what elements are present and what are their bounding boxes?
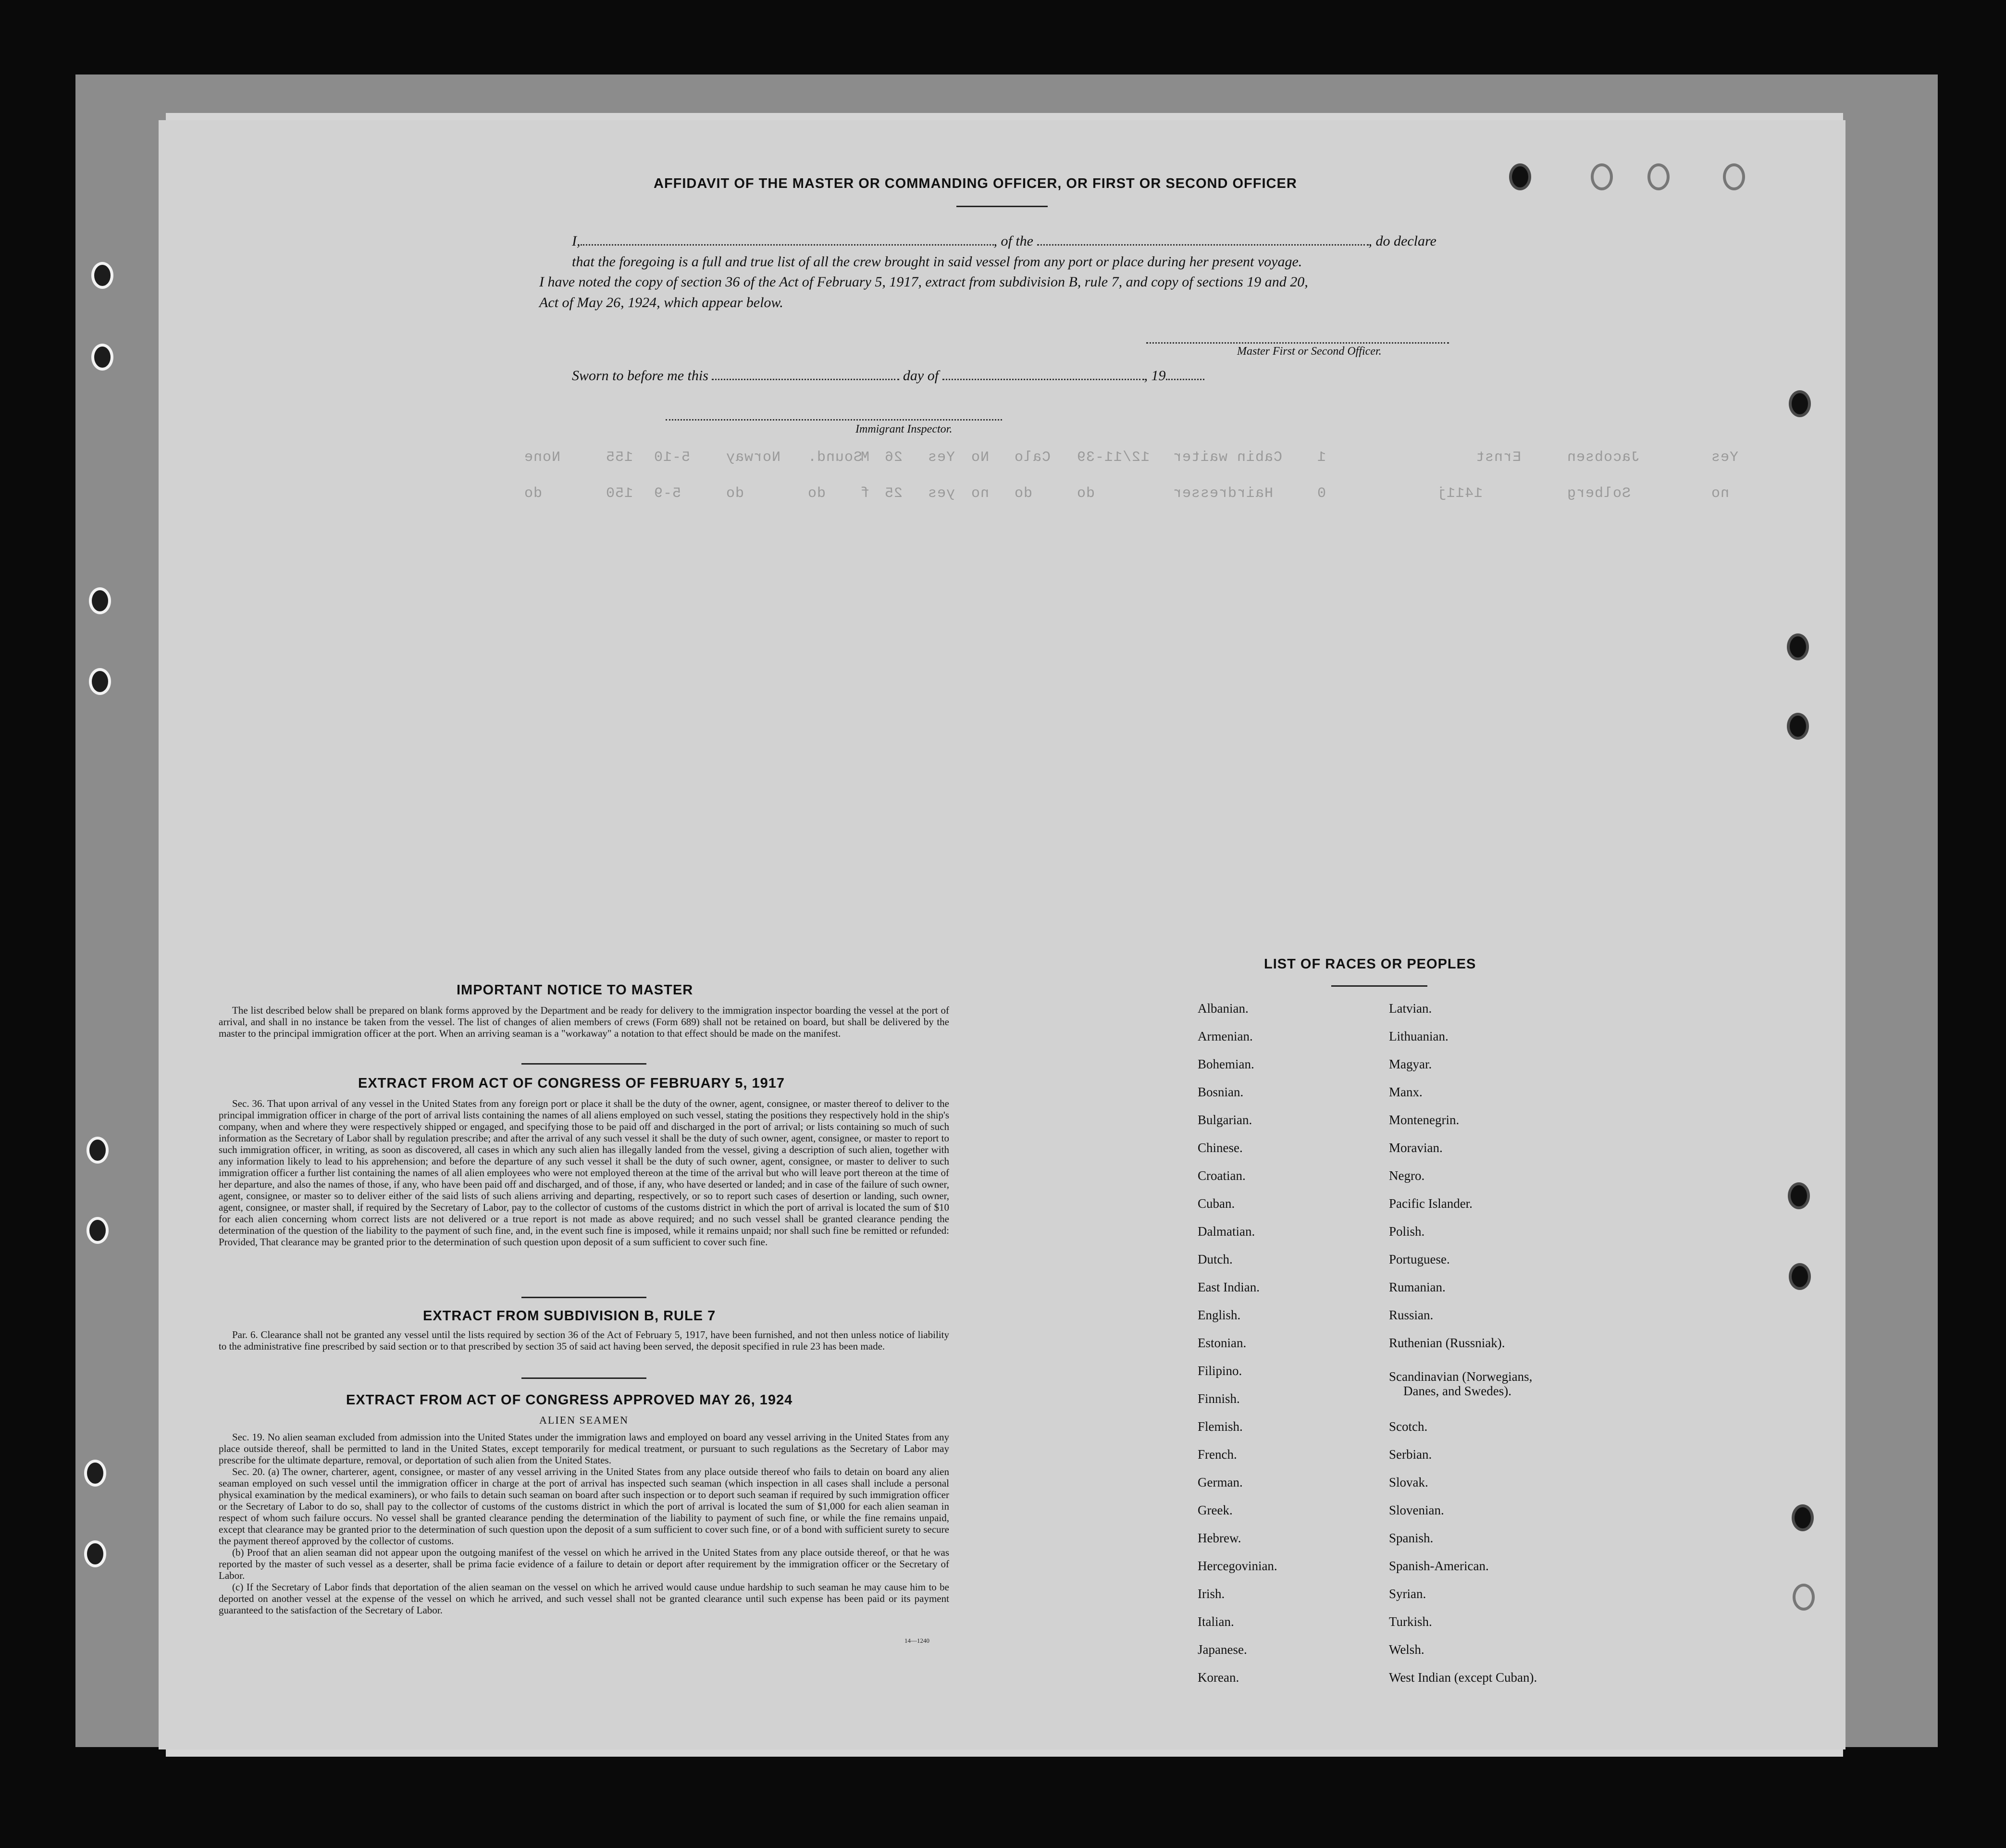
races-right-column <box>1389 1001 1537 1698</box>
punch-hole <box>91 344 113 371</box>
ghost-cell: no <box>1711 485 1730 502</box>
race-item: Cuban. <box>1198 1196 1235 1211</box>
punch-hole <box>1723 163 1745 190</box>
section-rule <box>521 1297 646 1298</box>
race-item: Montenegrin. <box>1389 1113 1460 1127</box>
races-rule <box>1331 985 1427 987</box>
form-number: 14—1240 <box>904 1637 929 1644</box>
sworn-year-blank[interactable] <box>1166 369 1204 380</box>
ghost-cell: yes <box>928 485 955 502</box>
race-item: Spanish. <box>1389 1531 1434 1545</box>
race-item: English. <box>1198 1308 1241 1322</box>
section-36-paragraph: Sec. 36. That upon arrival of any vessel in the United States from any foreign port or place it shall be the duty of the owner, agent, consignee, or master thereof to deliver to the principal immigration officer in charge of the port of arrival lists containing the names of all aliens employed on such vessel, stating the positions they respectively hold in the ship's company, when and where they were respectively shipped or engaged, and specifying those to be paid off and discharged in the port of arrival; or lists containing so much of such information as the Secretary of Labor shall by regulation prescribe; and after the arrival of any such vessel it shall be the duty of such owner, agent, consignee, or master to report to such immigration officer, in writing, as soon as discovered, all cases in which any such alien has illegally landed from the vessel, giving a description of such alien, together with any information likely to lead to his apprehension; and before the departure of any such vessel it shall be the duty of such owner, agent, consignee, or master to deliver to such immigration officer a further list containing the names of all alien employees who were not employed thereon at the time of the arrival but who will leave port thereon at the time of her departure, and also the names of those, if any, who have been paid off and discharged, and of those, if any, who have deserted or landed; and in case of the failure of such owner, agent, consignee, or master so to deliver either of the said lists of such aliens arriving and departing, respectively, or so to report such cases of desertion or landing, such owner, agent, consignee, or master shall, if required by the Secretary of Labor, pay to the collector of customs of the customs district in which the port of arrival is located the sum of $10 for each alien concerning whom correct lists are not delivered or a true report is not made as above required; and no such vessel shall be granted clearance pending the determination of the question of the liability to the payment of such fine, and, in the event such fine is imposed, while it remains unpaid; nor shall such fine be remitted or refunded: Provided, That clearance may be granted prior to the determination of such question upon deposit of a sum sufficient to cover such fine. <box>219 1098 949 1248</box>
ghost-cell: 150 <box>606 485 633 502</box>
ghost-cell: 0 <box>1317 485 1326 502</box>
punch-hole <box>1787 713 1809 740</box>
sec-19-paragraph: Sec. 19. No alien seaman excluded from admission into the United States under the immigration laws and employed on board any vessel arriving in the United States from any place outside thereof, shall be permitted to land in the United States, except temporarily for medical treatment, or pursuant to such regulations as the Secretary of Labor may prescribe for the ultimate departure, removal, or deportation of such alien from the United States. <box>219 1431 949 1466</box>
race-item-continuation: Danes, and Swedes). <box>1403 1384 1511 1398</box>
race-item: Filipino. <box>1198 1364 1242 1378</box>
extract-1917-title: EXTRACT FROM ACT OF CONGRESS OF FEBRUARY 5, 1917 <box>358 1076 785 1091</box>
race-item: Slovenian. <box>1389 1503 1444 1517</box>
extract-rule7-body <box>219 1329 949 1352</box>
affidavit-i: I, <box>572 233 581 249</box>
ghost-cell: 1 <box>1317 449 1326 466</box>
inspector-caption: Immigrant Inspector. <box>855 423 953 435</box>
par-6-paragraph: Par. 6. Clearance shall not be granted any vessel until the lists required by section 36 of the Act of February 5, 1917, have been furnished, and not then unless notice of liability to the administrative fine prescribed by said section or to that prescribed by section 35 of said act having been served, the deposit specified in rule 23 has been made. <box>219 1329 949 1352</box>
sworn-prefix: Sworn to before me this <box>572 368 708 384</box>
punch-hole <box>84 1460 106 1487</box>
affidavit-line-2: that the foregoing is a full and true list of all the crew brought in said vessel from any port or place during her present voyage. <box>572 254 1302 270</box>
affidavit-of: , of the <box>993 233 1033 249</box>
race-item: Armenian. <box>1198 1029 1253 1043</box>
ghost-cell: do <box>726 485 744 502</box>
affidavit-line-3: I have noted the copy of section 36 of the Act of February 5, 1917, extract from subdivision B, rule 7, and copy of sections 19 and 20, <box>539 274 1308 290</box>
ghost-cell: no <box>971 485 990 502</box>
ghost-cell: 25 <box>884 485 903 502</box>
notice-paragraph: The list described below shall be prepared on blank forms approved by the Department and be ready for delivery to the immigration inspector boarding the vessel at the port of arrival, and shall in no instance be taken from the vessel. The list of changes of alien members of crews (Form 689) shall not be retained on board, but shall be delivered by the master to the principal immigration officer at the port. When an arriving seaman is a "workaway" a notation to that effect should be made on the manifest. <box>219 1005 949 1039</box>
ghost-cell: Solberg <box>1567 485 1631 502</box>
race-item: Lithuanian. <box>1389 1029 1449 1043</box>
race-item: Bohemian. <box>1198 1057 1254 1071</box>
sworn-line <box>572 368 1204 384</box>
ghost-cell: 26 <box>884 449 903 466</box>
extract-1924-body <box>219 1431 949 1616</box>
ghost-cell: M <box>860 449 870 466</box>
ghost-cell: 155 <box>606 449 633 466</box>
affidavit-title: AFFIDAVIT OF THE MASTER OR COMMANDING OFFICER, OR FIRST OR SECOND OFFICER <box>654 176 1297 191</box>
sec-20a-paragraph: Sec. 20. (a) The owner, charterer, agent, consignee, or master of any vessel arriving in the United States from any place outside thereof who fails to detain on board any alien seaman employed on such vessel until the immigration officer in charge at the port of arrival has inspected such seaman (which inspection in all cases shall include a personal physical examination by the medical examiners), or who fails to detain such seaman on board after such inspection or to deport such seaman if required by such immigration officer or the Secretary of Labor to do so, shall pay to the collector of customs of the customs district in which the port of arrival is located the sum of $1,000 for each alien seaman in respect of whom such failure occurs. No vessel shall be granted clearance pending the determination of the liability to payment of such fine, or while the fine remains unpaid, except that clearance may be granted prior to the determination of such question upon the deposit of a sum sufficient to cover such fine, or of a bond with sufficient surety to secure the payment thereof approved by the collector of customs. <box>219 1466 949 1547</box>
race-item: Spanish-American. <box>1389 1559 1489 1573</box>
section-rule <box>521 1063 646 1065</box>
sworn-year: , 19 <box>1144 368 1166 384</box>
ghost-cell: Calo <box>1014 449 1051 466</box>
race-item: Croatian. <box>1198 1168 1246 1183</box>
race-item: Dutch. <box>1198 1252 1233 1266</box>
races-left-column <box>1198 1001 1277 1698</box>
affidavit-line-4: Act of May 26, 1924, which appear below. <box>539 295 783 310</box>
ghost-cell: 5-10 <box>654 449 691 466</box>
race-item: Albanian. <box>1198 1001 1249 1016</box>
race-item: Hercegovinian. <box>1198 1559 1277 1573</box>
race-item: Rumanian. <box>1389 1280 1446 1294</box>
extract-1917-body <box>219 1098 949 1248</box>
punch-hole <box>87 1217 109 1244</box>
race-item: Negro. <box>1389 1168 1425 1183</box>
race-item: Slovak. <box>1389 1475 1428 1489</box>
punch-hole <box>89 587 111 614</box>
punch-hole <box>1647 163 1670 190</box>
race-item: Manx. <box>1389 1085 1423 1099</box>
punch-hole <box>87 1137 109 1164</box>
punch-hole <box>84 1540 106 1567</box>
race-item: East Indian. <box>1198 1280 1260 1294</box>
punch-hole <box>1787 633 1809 660</box>
race-item: Bulgarian. <box>1198 1113 1252 1127</box>
ghost-cell: 5-9 <box>654 485 681 502</box>
race-item: French. <box>1198 1447 1237 1462</box>
race-item: Moravian. <box>1389 1141 1443 1155</box>
punch-hole <box>1789 390 1811 417</box>
race-item: Estonian. <box>1198 1336 1247 1350</box>
race-item: Scotch. <box>1389 1419 1428 1434</box>
ghost-cell: No <box>971 449 990 466</box>
ghost-cell: Hairdresser <box>1173 485 1274 502</box>
notice-title: IMPORTANT NOTICE TO MASTER <box>457 982 693 998</box>
punch-hole <box>1793 1584 1815 1611</box>
affidavit-line-1 <box>572 233 1436 249</box>
title-rule <box>956 206 1048 207</box>
race-item: Irish. <box>1198 1587 1225 1601</box>
ghost-cell: do <box>807 485 826 502</box>
race-item: Russian. <box>1389 1308 1434 1322</box>
ghost-cell: Ernst <box>1475 449 1522 466</box>
extract-1924-title: EXTRACT FROM ACT OF CONGRESS APPROVED MAY 26, 1924 <box>346 1392 793 1408</box>
race-item: Portuguese. <box>1389 1252 1450 1266</box>
race-item: Italian. <box>1198 1614 1234 1629</box>
signature-line[interactable] <box>1146 342 1449 344</box>
name-blank[interactable] <box>581 235 994 246</box>
race-item: Chinese. <box>1198 1141 1243 1155</box>
inspector-line[interactable] <box>666 419 1002 421</box>
race-item: Syrian. <box>1389 1587 1426 1601</box>
race-item: Korean. <box>1198 1670 1239 1685</box>
sec-20b-paragraph: (b) Proof that an alien seaman did not appear upon the outgoing manifest of the vessel on which he arrived in the United States from any place outside thereof, or that he was reported by the master of such vessel as a deserter, shall be prima facie evidence of a failure to detain or deport after requirement by the immigration officer or the Secretary of Labor. <box>219 1547 949 1581</box>
punch-hole <box>89 668 111 695</box>
vessel-blank[interactable] <box>1037 235 1369 246</box>
ghost-cell: None <box>524 449 561 466</box>
race-item: Japanese. <box>1198 1642 1247 1657</box>
punch-hole <box>91 262 113 289</box>
ghost-cell: Yes <box>928 449 955 466</box>
ghost-cell: do <box>1077 485 1095 502</box>
section-rule <box>521 1377 646 1379</box>
race-item: Polish. <box>1389 1224 1425 1239</box>
race-item: Hebrew. <box>1198 1531 1241 1545</box>
ghost-cell: Jacobsen <box>1567 449 1640 466</box>
race-item: West Indian (except Cuban). <box>1389 1670 1537 1685</box>
sec-20c-paragraph: (c) If the Secretary of Labor finds that deportation of the alien seaman on the vessel on which he arrived would cause undue hardship to such seaman he may cause him to be deported on another vessel at the expense of the vessel on which he arrived, and such vessel shall not be granted clearance until such expense has been paid or its payment guaranteed to the satisfaction of the Secretary of Labor. <box>219 1581 949 1616</box>
punch-hole <box>1509 163 1531 190</box>
race-item: Dalmatian. <box>1198 1224 1255 1239</box>
alien-seamen-subtitle: ALIEN SEAMEN <box>539 1414 629 1426</box>
signature-caption: Master First or Second Officer. <box>1237 345 1382 358</box>
ghost-cell: 1411j <box>1437 485 1483 502</box>
ghost-cell: f <box>860 485 870 502</box>
race-item: Latvian. <box>1389 1001 1432 1016</box>
sworn-day: day of <box>903 368 939 384</box>
affidavit-declare: , do declare <box>1368 233 1436 249</box>
race-item: Flemish. <box>1198 1419 1243 1434</box>
ghost-cell: do <box>1014 485 1033 502</box>
punch-hole <box>1792 1504 1814 1531</box>
race-item: German. <box>1198 1475 1243 1489</box>
punch-hole <box>1591 163 1613 190</box>
ghost-cell: Sound. <box>807 449 863 466</box>
race-item: Turkish. <box>1389 1614 1432 1629</box>
sworn-month-blank[interactable] <box>942 369 1144 380</box>
race-item: Magyar. <box>1389 1057 1432 1071</box>
race-item: Bosnian. <box>1198 1085 1244 1099</box>
ghost-cell: do <box>524 485 543 502</box>
ghost-cell: Cabin waiter <box>1173 449 1283 466</box>
race-item: Finnish. <box>1198 1391 1240 1406</box>
race-item: Serbian. <box>1389 1447 1432 1462</box>
sworn-day-blank[interactable] <box>712 369 899 380</box>
extract-rule7-title: EXTRACT FROM SUBDIVISION B, RULE 7 <box>423 1308 716 1324</box>
ghost-cell: Yes <box>1711 449 1739 466</box>
races-title: LIST OF RACES OR PEOPLES <box>1264 956 1476 972</box>
race-item: Scandinavian (Norwegians, <box>1389 1369 1533 1384</box>
race-item: Welsh. <box>1389 1642 1424 1657</box>
race-item: Greek. <box>1198 1503 1233 1517</box>
notice-body <box>219 1005 949 1039</box>
ghost-cell: Norway <box>726 449 781 466</box>
race-item: Ruthenian (Russniak). <box>1389 1336 1505 1350</box>
race-item: Pacific Islander. <box>1389 1196 1473 1211</box>
ghost-cell: 12/11-39 <box>1077 449 1150 466</box>
punch-hole <box>1788 1182 1810 1209</box>
punch-hole <box>1789 1263 1811 1290</box>
